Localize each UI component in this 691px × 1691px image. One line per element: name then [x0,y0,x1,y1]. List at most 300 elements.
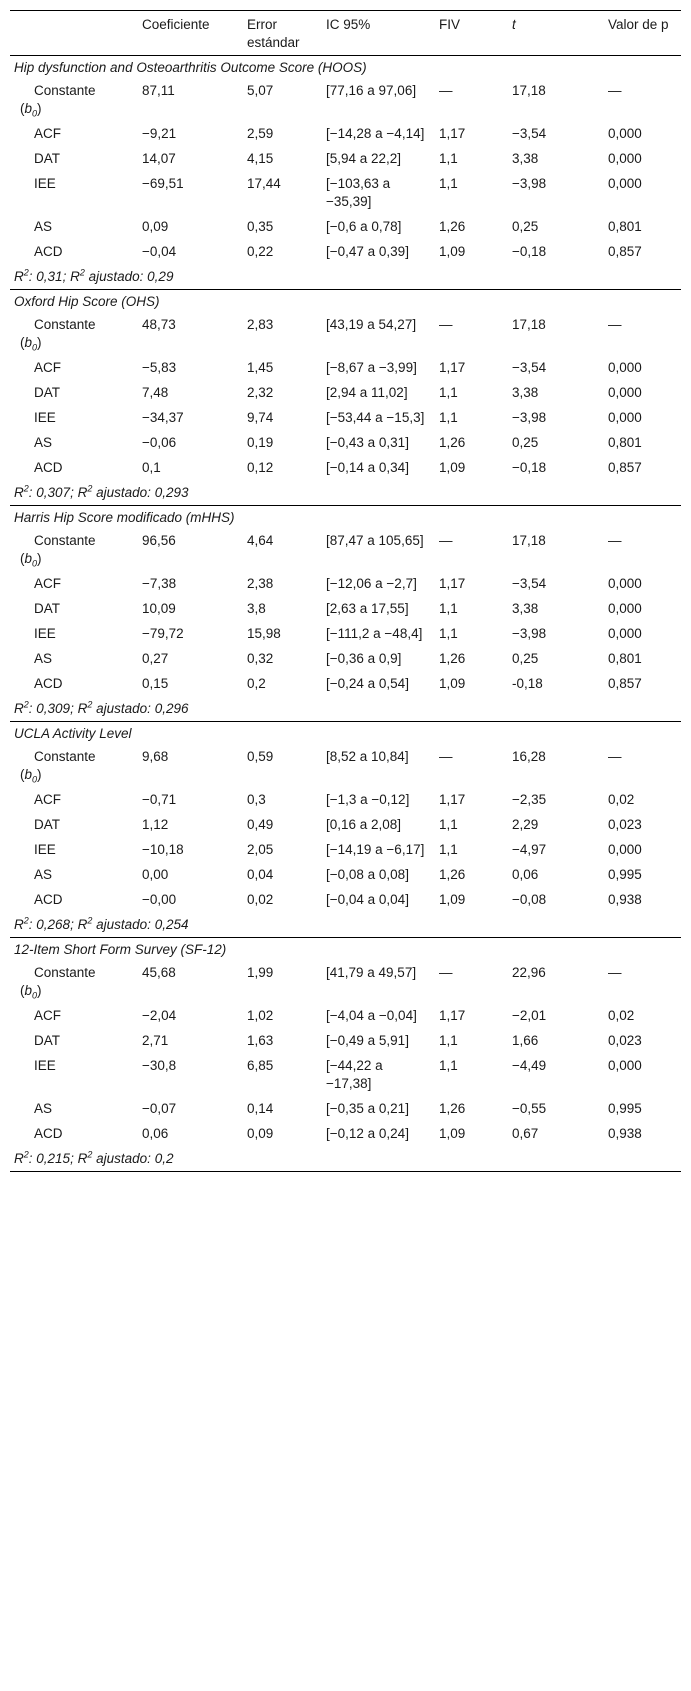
row-label [10,647,138,672]
cell-standard-error: 0,49 [247,817,274,832]
cell-p-value: 0,000 [608,151,642,166]
cell-coefficient: −9,21 [142,126,177,141]
cell-standard-error: 0,22 [247,244,274,259]
cell-ci: [87,47 a 105,65] [326,533,424,548]
cell-coefficient: −10,18 [142,842,184,857]
row-label [10,406,138,431]
section-title-row [10,506,681,530]
table-row [10,529,681,572]
cell-p-value: 0,938 [608,1126,642,1141]
cell-fiv: 1,26 [439,651,466,666]
cell-ci: [−0,35 a 0,21] [326,1101,409,1116]
cell-t-value: −3,98 [512,176,547,191]
cell-t-value: 0,06 [512,867,539,882]
cell-p-value: 0,000 [608,410,642,425]
row-label [10,240,138,265]
adjusted-colon: : [147,485,155,500]
row-label-text: Constante [34,317,96,332]
row-label-text: ACF [34,792,61,807]
cell-fiv: 1,1 [439,385,458,400]
row-label-text: AS [34,1101,53,1116]
row-label-text: ACD [34,244,63,259]
cell-t-value: −3,54 [512,360,547,375]
cell-t-value: 0,67 [512,1126,539,1141]
r-squared-summary [10,265,681,290]
adjusted-label: ajustado [96,917,148,932]
cell-coefficient: 10,09 [142,601,176,616]
cell-ci: [0,16 a 2,08] [326,817,402,832]
cell-p-value: 0,02 [608,792,635,807]
cell-t-value: 0,25 [512,219,539,234]
table-row [10,79,681,122]
cell-coefficient: 0,00 [142,867,169,882]
cell-fiv: 1,26 [439,1101,466,1116]
cell-t-value: 17,18 [512,533,546,548]
cell-fiv: 1,1 [439,176,458,191]
cell-ci: [−8,67 a −3,99] [326,360,417,375]
cell-fiv: 1,17 [439,792,466,807]
adjusted-r-squared-value: 0,29 [147,269,174,284]
cell-ci: [2,63 a 17,55] [326,601,409,616]
cell-p-value: 0,857 [608,244,642,259]
cell-t-value: −4,49 [512,1058,547,1073]
row-label-text: AS [34,867,53,882]
table-row [10,122,681,147]
cell-fiv: 1,09 [439,460,466,475]
header-cell-p-value: Valor de p [608,17,669,32]
row-label-text: Constante [34,749,96,764]
cell-fiv: 1,1 [439,601,458,616]
cell-standard-error: 4,15 [247,151,274,166]
cell-t-value: −0,55 [512,1101,547,1116]
cell-p-value: 0,857 [608,676,642,691]
row-label [10,1097,138,1122]
r-squared-symbol: $R^2$: [14,915,37,932]
cell-standard-error: 0,12 [247,460,274,475]
cell-p-value: 0,000 [608,1058,642,1073]
cell-standard-error: 1,99 [247,965,274,980]
cell-p-value: 0,000 [608,842,642,857]
cell-coefficient: 96,56 [142,533,176,548]
cell-standard-error: 0,19 [247,435,274,450]
cell-p-value: 0,000 [608,176,642,191]
table-row [10,1004,681,1029]
cell-coefficient: 2,71 [142,1033,169,1048]
section-title: UCLA Activity Level [14,726,132,741]
r-squared-summary [10,697,681,722]
row-label-text: DAT [34,601,60,616]
row-label [10,597,138,622]
r-squared-symbol: $R^2$: [14,483,37,500]
header-cell-variable [10,11,138,56]
cell-standard-error: 0,09 [247,1126,274,1141]
table-row [10,431,681,456]
r-squared-value: 0,215 [36,1151,71,1166]
cell-coefficient: −7,38 [142,576,177,591]
cell-ci: [8,52 a 10,84] [326,749,409,764]
section-footer-row [10,913,681,938]
cell-ci: [−4,04 a −0,04] [326,1008,417,1023]
adjusted-colon: : [147,1151,155,1166]
table-row [10,888,681,913]
cell-fiv: 1,1 [439,817,458,832]
row-label-text: AS [34,435,53,450]
cell-coefficient: 0,09 [142,219,169,234]
cell-fiv: 1,26 [439,219,466,234]
r-squared-symbol: $R^2$: [14,699,37,716]
r-squared-value: 0,307 [36,485,71,500]
cell-t-value: -0,18 [512,676,543,691]
cell-standard-error: 17,44 [247,176,281,191]
row-label [10,431,138,456]
cell-standard-error: 6,85 [247,1058,274,1073]
table-row [10,647,681,672]
cell-standard-error: 2,38 [247,576,274,591]
adjusted-r-squared-value: 0,254 [154,917,189,932]
cell-t-value: −4,97 [512,842,547,857]
adjusted-r-squared-value: 0,296 [154,701,189,716]
cell-fiv: 1,09 [439,676,466,691]
cell-coefficient: −5,83 [142,360,177,375]
row-label-text: Constante [34,533,96,548]
cell-p-value: — [608,533,622,548]
cell-coefficient: 87,11 [142,83,175,98]
cell-ci: [5,94 a 22,2] [326,151,402,166]
r-squared-value: 0,31 [36,269,63,284]
cell-standard-error: 0,35 [247,219,274,234]
section-title-row [10,56,681,80]
row-label-text: IEE [34,1058,56,1073]
table-row [10,1054,681,1097]
cell-p-value: 0,938 [608,892,642,907]
row-label [10,313,138,356]
cell-t-value: 17,18 [512,317,546,332]
row-label [10,79,138,122]
row-label [10,622,138,647]
row-label [10,1054,138,1097]
row-label [10,745,138,788]
cell-t-value: −0,18 [512,244,547,259]
cell-standard-error: 2,59 [247,126,274,141]
table-row [10,788,681,813]
table-row [10,745,681,788]
adjusted-colon: : [147,701,155,716]
cell-fiv: 1,1 [439,151,458,166]
row-label-text: ACF [34,576,61,591]
row-label [10,1004,138,1029]
cell-t-value: 0,25 [512,651,539,666]
cell-fiv: 1,1 [439,1058,458,1073]
table-row [10,456,681,481]
cell-fiv: — [439,83,453,98]
table-row [10,1122,681,1147]
cell-standard-error: 0,2 [247,676,266,691]
row-label [10,172,138,215]
cell-t-value: −2,01 [512,1008,547,1023]
cell-p-value: 0,995 [608,1101,642,1116]
row-label-text: ACF [34,360,61,375]
cell-standard-error: 1,02 [247,1008,274,1023]
cell-p-value: 0,023 [608,817,642,832]
cell-p-value: 0,000 [608,385,642,400]
adjusted-r-squared-symbol: ; $R^2$ [62,267,85,284]
table-row [10,381,681,406]
cell-t-value: −3,98 [512,410,547,425]
header-cell-ci: IC 95% [326,17,371,32]
cell-t-value: 16,28 [512,749,546,764]
r-squared-value: 0,309 [36,701,71,716]
adjusted-r-squared-symbol: ; $R^2$ [70,1149,93,1166]
cell-standard-error: 1,63 [247,1033,274,1048]
table-body [10,56,681,1172]
adjusted-r-squared-symbol: ; $R^2$ [70,699,93,716]
adjusted-label: ajustado [96,1151,148,1166]
cell-standard-error: 5,07 [247,83,274,98]
cell-coefficient: −0,00 [142,892,177,907]
cell-coefficient: 0,27 [142,651,169,666]
table-row [10,838,681,863]
cell-ci: [41,79 a 49,57] [326,965,417,980]
row-label-text: DAT [34,817,60,832]
row-label-text: AS [34,651,53,666]
cell-standard-error: 0,04 [247,867,274,882]
cell-fiv: 1,17 [439,1008,466,1023]
cell-coefficient: 7,48 [142,385,169,400]
cell-fiv: — [439,749,453,764]
row-label-text: ACF [34,1008,61,1023]
cell-p-value: — [608,749,622,764]
cell-p-value: 0,801 [608,219,642,234]
cell-ci: [−0,08 a 0,08] [326,867,409,882]
cell-standard-error: 0,02 [247,892,274,907]
cell-fiv: 1,09 [439,1126,466,1141]
adjusted-r-squared-value: 0,2 [154,1151,174,1166]
cell-fiv: 1,1 [439,842,458,857]
cell-t-value: −3,98 [512,626,547,641]
cell-ci: [−103,63 a −35,39] [326,176,391,209]
cell-t-value: 0,25 [512,435,539,450]
row-label-text: DAT [34,385,60,400]
table-row [10,622,681,647]
row-label [10,1029,138,1054]
row-label [10,838,138,863]
cell-t-value: 3,38 [512,601,539,616]
cell-coefficient: 45,68 [142,965,176,980]
cell-standard-error: 0,3 [247,792,266,807]
intercept-symbol: $(b_0)$ [20,551,42,569]
cell-coefficient: −0,06 [142,435,177,450]
table-row [10,172,681,215]
section-title: Hip dysfunction and Osteoarthritis Outcome Score (HOOS) [14,60,367,75]
adjusted-label: ajustado [96,701,148,716]
row-label-text: IEE [34,626,56,641]
table-row [10,1029,681,1054]
cell-t-value: 3,38 [512,151,539,166]
cell-coefficient: −0,07 [142,1101,177,1116]
row-label [10,529,138,572]
row-label-text: IEE [34,176,56,191]
row-label [10,888,138,913]
cell-p-value: 0,857 [608,460,642,475]
cell-fiv: — [439,533,453,548]
intercept-symbol: $(b_0)$ [20,335,42,353]
adjusted-r-squared-symbol: ; $R^2$ [70,483,93,500]
table-row [10,597,681,622]
row-label [10,381,138,406]
header-cell-coefficient: Coeficiente [142,17,210,32]
cell-p-value: 0,023 [608,1033,642,1048]
adjusted-r-squared-symbol: ; $R^2$ [70,915,93,932]
table-row [10,313,681,356]
r-squared-summary [10,913,681,938]
cell-p-value: 0,000 [608,601,642,616]
cell-fiv: 1,1 [439,626,458,641]
cell-standard-error: 0,59 [247,749,274,764]
r-squared-summary [10,1147,681,1172]
intercept-symbol: $(b_0)$ [20,983,42,1001]
cell-standard-error: 1,45 [247,360,274,375]
cell-fiv: 1,17 [439,126,466,141]
intercept-symbol: $(b_0)$ [20,101,42,119]
row-label-text: IEE [34,842,56,857]
table-row [10,813,681,838]
cell-ci: [−44,22 a −17,38] [326,1058,383,1091]
row-label [10,788,138,813]
cell-t-value: 2,29 [512,817,539,832]
cell-fiv: 1,1 [439,1033,458,1048]
cell-ci: [−0,12 a 0,24] [326,1126,409,1141]
row-label-text: ACD [34,460,63,475]
cell-ci: [−0,14 a 0,34] [326,460,409,475]
section-title: Oxford Hip Score (OHS) [14,294,160,309]
cell-t-value: −0,08 [512,892,547,907]
table-row [10,1097,681,1122]
row-label-text: DAT [34,1033,60,1048]
row-label-text: ACD [34,676,63,691]
table-row [10,863,681,888]
row-label [10,863,138,888]
cell-ci: [−0,36 a 0,9] [326,651,402,666]
row-label-text: DAT [34,151,60,166]
cell-t-value: 17,18 [512,83,546,98]
cell-ci: [−0,43 a 0,31] [326,435,409,450]
section-footer-row [10,1147,681,1172]
cell-coefficient: 48,73 [142,317,176,332]
section-footer-row [10,697,681,722]
table-row [10,572,681,597]
cell-standard-error: 9,74 [247,410,274,425]
row-label-text: ACD [34,1126,63,1141]
cell-fiv: — [439,965,453,980]
cell-ci: [43,19 a 54,27] [326,317,417,332]
r-squared-value: 0,268 [36,917,71,932]
table-row [10,240,681,265]
cell-ci: [−0,49 a 5,91] [326,1033,409,1048]
table-row [10,672,681,697]
header-cell-t: t [512,17,516,32]
row-label [10,961,138,1004]
cell-p-value: — [608,965,622,980]
section-title-row [10,722,681,746]
cell-t-value: −3,54 [512,576,547,591]
cell-ci: [2,94 a 11,02] [326,385,408,400]
cell-ci: [−0,47 a 0,39] [326,244,409,259]
cell-p-value: 0,801 [608,651,642,666]
cell-standard-error: 3,8 [247,601,266,616]
cell-fiv: 1,17 [439,576,466,591]
row-label [10,215,138,240]
row-label-text: ACF [34,126,61,141]
cell-fiv: 1,09 [439,892,466,907]
adjusted-r-squared-value: 0,293 [154,485,189,500]
cell-p-value: 0,02 [608,1008,635,1023]
cell-ci: [−111,2 a −48,4] [326,626,423,641]
cell-fiv: 1,26 [439,435,466,450]
row-label-text: IEE [34,410,56,425]
row-label [10,672,138,697]
table-row [10,406,681,431]
row-label [10,572,138,597]
r-squared-symbol: $R^2$: [14,267,37,284]
cell-coefficient: 0,06 [142,1126,169,1141]
cell-ci: [−0,04 a 0,04] [326,892,409,907]
cell-ci: [−0,6 a 0,78] [326,219,402,234]
cell-ci: [−53,44 a −15,3] [326,410,425,425]
row-label [10,1122,138,1147]
cell-fiv: — [439,317,453,332]
table-row [10,215,681,240]
cell-standard-error: 4,64 [247,533,274,548]
cell-t-value: 1,66 [512,1033,539,1048]
table-row [10,356,681,381]
adjusted-label: ajustado [88,269,140,284]
row-label-text: ACD [34,892,63,907]
cell-p-value: 0,995 [608,867,642,882]
row-label-text: AS [34,219,53,234]
cell-t-value: −0,18 [512,460,547,475]
cell-coefficient: −69,51 [142,176,184,191]
cell-coefficient: 0,15 [142,676,169,691]
cell-p-value: 0,000 [608,126,642,141]
cell-t-value: −3,54 [512,126,547,141]
cell-coefficient: −34,37 [142,410,184,425]
cell-p-value: 0,000 [608,576,642,591]
header-cell-fiv: FIV [439,17,461,32]
row-label [10,147,138,172]
cell-standard-error: 2,05 [247,842,274,857]
table-row [10,147,681,172]
cell-fiv: 1,09 [439,244,466,259]
cell-fiv: 1,17 [439,360,466,375]
r-squared-summary [10,481,681,506]
cell-ci: [−14,28 a −4,14] [326,126,425,141]
cell-ci: [77,16 a 97,06] [326,83,417,98]
regression-table [10,10,681,1172]
row-label-text: Constante [34,965,96,980]
row-label-text: Constante [34,83,96,98]
cell-t-value: 22,96 [512,965,546,980]
cell-coefficient: −30,8 [142,1058,177,1073]
adjusted-colon: : [147,917,155,932]
adjusted-label: ajustado [96,485,148,500]
cell-t-value: −2,35 [512,792,547,807]
cell-coefficient: 0,1 [142,460,161,475]
cell-coefficient: −0,71 [142,792,177,807]
cell-standard-error: 0,14 [247,1101,274,1116]
cell-standard-error: 15,98 [247,626,281,641]
cell-fiv: 1,1 [439,410,458,425]
header-cell-standard-error: Error estándar [247,17,300,50]
